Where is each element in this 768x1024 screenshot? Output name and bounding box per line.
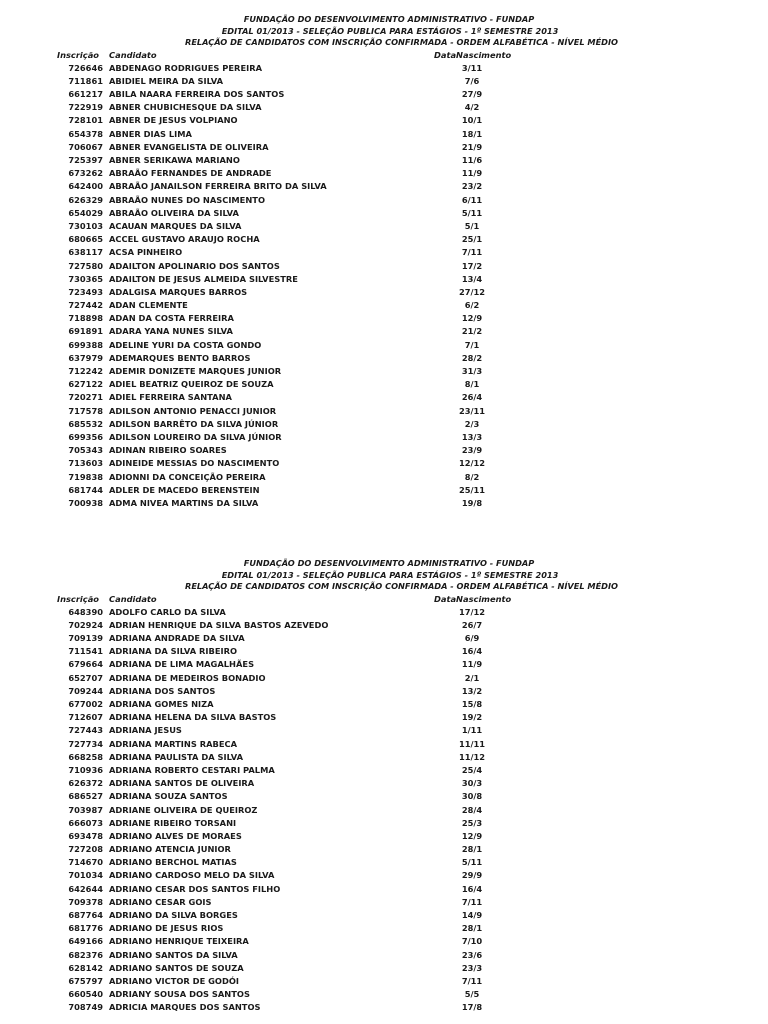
table-row [0,738,768,751]
inscricao-cell: 628142 [68,962,103,973]
candidate-name-cell: ADRIANO DA SILVA BORGES [109,910,238,920]
candidate-name-cell: ADRIANO ATENCIA JUNIOR [109,844,231,855]
table-row [0,273,768,286]
inscricao-cell: 730365 [68,273,103,284]
table-row [0,632,768,645]
inscricao-cell: 652707 [68,672,103,683]
inscricao-cell: 685532 [68,418,103,429]
table-row [0,220,768,233]
table-row [0,365,768,378]
table-row [0,777,768,790]
inscricao-cell: 727208 [68,844,103,855]
candidate-name-cell: ADRIANO SANTOS DE SOUZA [109,962,244,973]
birth-date-cell: 21/9 [461,141,483,152]
table-row [0,658,768,671]
document-header [0,14,768,49]
birth-date-cell: 6/11 [461,194,483,205]
inscricao-cell: 693478 [68,830,103,841]
birth-date-cell: 6/2 [464,300,480,311]
table-row [0,497,768,510]
inscricao-cell: 712242 [68,366,103,376]
candidate-name-cell: ADRIANA SANTOS DE OLIVEIRA [109,778,255,789]
candidate-name-cell: ADRIANO ALVES DE MORAES [109,830,242,841]
candidate-name-cell: ADRIANA GOMES NIZA [109,699,214,709]
birth-date-cell: 23/9 [461,445,483,456]
candidate-name-cell: ABRAÃO NUNES DO NASCIMENTO [109,194,266,205]
inscricao-cell: 719838 [68,471,103,482]
table-row [0,114,768,127]
table-row [0,141,768,154]
birth-date-cell: 5/5 [464,989,480,1000]
birth-date-cell: 11/6 [461,155,483,165]
table-row [0,325,768,338]
candidate-name-cell: ADRIANO DE JESUS RIOS [109,923,224,934]
birth-date-cell: 2/3 [464,418,480,429]
table-row [0,724,768,737]
birth-date-cell: 5/11 [461,207,483,218]
birth-date-cell: 23/6 [461,949,483,960]
table-row [0,764,768,777]
table-row [0,128,768,141]
birth-date-cell: 7/10 [461,936,483,947]
candidate-name-cell: ADELINE YURI DA COSTA GONDO [109,339,262,350]
table-row [0,391,768,404]
birth-date-cell: 28/2 [461,352,483,363]
candidate-name-cell: ADRIANA ROBERTO CESTARI PALMA [109,764,275,775]
table-row [0,619,768,632]
table-row [0,896,768,909]
inscricao-cell: 728101 [68,115,103,126]
candidate-name-cell: ADRIAN HENRIQUE DA SILVA BASTOS AZEVEDO [109,619,329,630]
inscricao-cell: 642400 [68,181,103,192]
inscricao-cell: 726646 [68,62,103,73]
candidate-name-cell: ADLER DE MACEDO BERENSTEIN [109,484,260,495]
table-row [0,312,768,325]
inscricao-cell: 713603 [68,458,103,469]
inscricao-cell: 712607 [68,712,103,723]
candidate-name-cell: ADRIANO CARDOSO MELO DA SILVA [109,870,275,881]
inscricao-cell: 702924 [68,619,103,630]
candidate-name-cell: ADILSON BARRÊTO DA SILVA JÚNIOR [109,418,279,429]
candidate-name-cell: ADRIANA HELENA DA SILVA BASTOS [109,712,277,723]
inscricao-cell: 648390 [68,606,103,617]
list-title: RELAÇÃO DE CANDIDATOS COM INSCRIÇÃO CONFIRMADA - ORDEM ALFABÉTICA - NÍVEL MÉDIO [185,581,618,591]
birth-date-cell: 29/9 [461,870,483,881]
table-row [0,843,768,856]
inscricao-cell: 714670 [68,857,103,868]
inscricao-cell: 727442 [68,300,103,311]
birth-date-cell: 23/11 [458,405,486,416]
candidate-rows [0,62,768,510]
candidate-name-cell: ADRIANA DE LIMA MAGALHÃES [109,659,255,670]
inscricao-cell: 686527 [68,791,103,802]
inscricao-cell: 717578 [68,405,103,416]
header-inscricao: Inscrição [56,593,99,604]
inscricao-cell: 709244 [68,685,103,696]
birth-date-cell: 28/1 [461,923,483,934]
birth-date-cell: 13/4 [461,273,483,284]
table-row [0,352,768,365]
birth-date-cell: 12/9 [461,830,483,841]
column-headers [0,593,768,606]
table-row [0,698,768,711]
birth-date-cell: 7/6 [464,75,480,86]
inscricao-cell: 637979 [68,352,103,363]
birth-date-cell: 8/2 [464,471,480,482]
inscricao-cell: 722919 [68,102,103,113]
birth-date-cell: 3/11 [461,62,483,73]
candidate-name-cell: ADAN DA COSTA FERREIRA [109,313,234,324]
inscricao-cell: 727580 [68,260,103,271]
inscricao-cell: 682376 [68,949,103,960]
candidate-name-cell: ACCEL GUSTAVO ARAUJO ROCHA [109,234,260,245]
candidate-name-cell: ADILSON ANTONIO PENACCI JUNIOR [109,405,277,416]
birth-date-cell: 2/1 [464,672,480,683]
inscricao-cell: 727443 [68,725,103,736]
header-data-nascimento: DataNascimento [434,593,512,604]
birth-date-cell: 19/8 [461,497,483,508]
candidate-name-cell: ADINAN RIBEIRO SOARES [109,445,227,456]
candidate-name-cell: ADRIANA PAULISTA DA SILVA [109,751,244,762]
inscricao-cell: 681776 [68,923,103,934]
table-row [0,405,768,418]
inscricao-cell: 677002 [68,699,103,709]
birth-date-cell: 19/2 [461,712,483,723]
birth-date-cell: 14/9 [461,910,483,920]
table-row [0,62,768,75]
birth-date-cell: 18/1 [461,128,483,139]
candidate-name-cell: ADRIANO VICTOR DE GODÓI [109,975,240,986]
header-inscricao: Inscrição [56,49,99,60]
birth-date-cell: 27/12 [458,286,486,297]
candidate-name-cell: ADIONNI DA CONCEIÇÃO PEREIRA [109,471,266,482]
table-row [0,988,768,1001]
candidate-name-cell: ADRIANA SOUZA SANTOS [109,791,228,802]
table-row [0,457,768,470]
list-title: RELAÇÃO DE CANDIDATOS COM INSCRIÇÃO CONFIRMADA - ORDEM ALFABÉTICA - NÍVEL MÉDIO [185,37,618,47]
inscricao-cell: 730103 [68,220,103,231]
birth-date-cell: 7/1 [464,339,480,350]
inscricao-cell: 711541 [68,646,103,657]
inscricao-cell: 706067 [68,141,103,152]
table-row [0,804,768,817]
birth-date-cell: 7/11 [461,247,483,258]
birth-date-cell: 5/1 [464,220,480,231]
inscricao-cell: 705343 [68,445,103,456]
table-row [0,233,768,246]
candidate-name-cell: ABRAÃO OLIVEIRA DA SILVA [109,207,239,218]
birth-date-cell: 8/1 [464,379,480,390]
table-row [0,672,768,685]
table-row [0,75,768,88]
inscricao-cell: 660540 [68,989,103,1000]
inscricao-cell: 642644 [68,883,103,894]
candidate-name-cell: ADIEL FERREIRA SANTANA [109,392,232,403]
birth-date-cell: 15/8 [461,699,483,709]
birth-date-cell: 25/1 [461,234,483,245]
edital-title: EDITAL 01/2013 - SELEÇÃO PUBLICA PARA ESTÁGIOS - 1º SEMESTRE 2013 [221,25,559,36]
candidate-name-cell: ADRIANE RIBEIRO TORSANI [109,817,237,828]
birth-date-cell: 7/11 [461,975,483,986]
inscricao-cell: 687764 [68,910,103,920]
birth-date-cell: 11/9 [461,168,483,179]
inscricao-cell: 668258 [68,751,103,762]
birth-date-cell: 23/2 [461,181,483,192]
candidate-rows [0,606,768,1015]
header-data-nascimento: DataNascimento [434,49,512,60]
inscricao-cell: 661217 [68,89,103,100]
table-row [0,286,768,299]
birth-date-cell: 12/12 [458,458,486,469]
candidate-name-cell: ADRIANO CESAR GOIS [109,896,212,907]
candidate-name-cell: ADILSON LOUREIRO DA SILVA JÚNIOR [109,431,282,442]
inscricao-cell: 654029 [68,207,103,218]
table-row [0,180,768,193]
inscricao-cell: 673262 [68,168,103,179]
table-row [0,88,768,101]
table-row [0,975,768,988]
table-row [0,101,768,114]
birth-date-cell: 11/12 [458,751,486,762]
birth-date-cell: 23/3 [461,962,483,973]
table-row [0,830,768,843]
table-row [0,909,768,922]
table-row [0,194,768,207]
table-row [0,1001,768,1014]
table-row [0,962,768,975]
table-row [0,935,768,948]
birth-date-cell: 26/7 [461,619,483,630]
inscricao-cell: 725397 [68,155,103,165]
inscricao-cell: 718898 [68,313,103,324]
candidate-name-cell: ADRICIA MARQUES DOS SANTOS [109,1002,261,1013]
table-row [0,167,768,180]
inscricao-cell: 703987 [68,804,103,815]
table-row [0,471,768,484]
candidate-name-cell: ADOLFO CARLO DA SILVA [109,606,226,617]
header-candidato: Candidato [109,49,157,60]
birth-date-cell: 4/2 [464,102,480,113]
candidate-name-cell: ABILA NAARA FERREIRA DOS SANTOS [109,89,285,100]
birth-date-cell: 21/2 [461,326,483,337]
candidate-name-cell: ADRIANO CESAR DOS SANTOS FILHO [109,883,281,894]
inscricao-cell: 700938 [68,497,103,508]
candidate-name-cell: ABNER SERIKAWA MARIANO [109,155,240,165]
birth-date-cell: 17/12 [458,606,486,617]
candidate-name-cell: ADRIANO HENRIQUE TEIXEIRA [109,936,249,947]
table-row [0,418,768,431]
birth-date-cell: 7/11 [461,896,483,907]
candidate-name-cell: ADMA NIVEA MARTINS DA SILVA [109,497,259,508]
birth-date-cell: 30/8 [461,791,483,802]
inscricao-cell: 666073 [68,817,103,828]
table-row [0,299,768,312]
candidate-name-cell: ACSA PINHEIRO [109,247,183,258]
birth-date-cell: 25/4 [461,764,483,775]
table-row [0,645,768,658]
table-row [0,922,768,935]
inscricao-cell: 699356 [68,431,103,442]
inscricao-cell: 691891 [68,326,103,337]
table-row [0,790,768,803]
candidate-name-cell: ADRIANA DE MEDEIROS BONADIO [109,672,266,683]
birth-date-cell: 5/11 [461,857,483,868]
header-candidato: Candidato [109,593,157,604]
candidate-name-cell: ADRIANO BERCHOL MATIAS [109,857,237,868]
inscricao-cell: 727734 [68,738,103,749]
birth-date-cell: 28/1 [461,844,483,855]
table-row [0,431,768,444]
inscricao-cell: 638117 [68,247,103,258]
table-row [0,378,768,391]
table-row [0,339,768,352]
column-headers [0,49,768,62]
table-row [0,751,768,764]
inscricao-cell: 709378 [68,896,103,907]
organization-title: FUNDAÇÃO DO DESENVOLVIMENTO ADMINISTRATIVO - FUNDAP [243,558,535,568]
candidate-name-cell: ADRIANA JESUS [109,725,182,736]
candidate-name-cell: ADINEIDE MESSIAS DO NASCIMENTO [109,458,280,469]
inscricao-cell: 711861 [68,75,103,86]
candidate-name-cell: ADEMIR DONIZETE MARQUES JUNIOR [109,366,282,376]
table-row [0,817,768,830]
table-row [0,484,768,497]
candidate-name-cell: ACAUAN MARQUES DA SILVA [109,220,242,231]
candidate-name-cell: ADRIANA MARTINS RABECA [109,738,238,749]
candidate-name-cell: ABNER DE JESUS VOLPIANO [109,115,238,126]
birth-date-cell: 16/4 [461,646,483,657]
inscricao-cell: 649166 [68,936,103,947]
birth-date-cell: 28/4 [461,804,483,815]
candidate-name-cell: ADEMARQUES BENTO BARROS [109,352,251,363]
birth-date-cell: 31/3 [461,366,483,376]
inscricao-cell: 626372 [68,778,103,789]
table-row [0,444,768,457]
inscricao-cell: 701034 [68,870,103,881]
birth-date-cell: 13/2 [461,685,483,696]
birth-date-cell: 11/11 [458,738,486,749]
birth-date-cell: 27/9 [461,89,483,100]
table-row [0,154,768,167]
birth-date-cell: 25/3 [461,817,483,828]
candidate-name-cell: ADIEL BEATRIZ QUEIROZ DE SOUZA [109,379,274,390]
document-header [0,558,768,593]
inscricao-cell: 710936 [68,764,103,775]
table-row [0,246,768,259]
candidate-name-cell: ADARA YANA NUNES SILVA [109,326,233,337]
candidate-name-cell: ADRIANO SANTOS DA SILVA [109,949,238,960]
table-row [0,869,768,882]
candidate-list-section-1 [0,14,768,510]
candidate-name-cell: ADRIANE OLIVEIRA DE QUEIROZ [109,804,258,815]
candidate-name-cell: ADRIANY SOUSA DOS SANTOS [109,989,250,1000]
inscricao-cell: 680665 [68,234,103,245]
table-row [0,711,768,724]
candidate-name-cell: ABRAÃO JANAILSON FERREIRA BRITO DA SILVA [109,181,327,192]
candidate-name-cell: ABRAÃO FERNANDES DE ANDRADE [109,168,272,179]
birth-date-cell: 17/8 [461,1002,483,1013]
inscricao-cell: 709139 [68,633,103,644]
table-row [0,856,768,869]
inscricao-cell: 681744 [68,484,103,495]
birth-date-cell: 6/9 [464,633,480,644]
table-row [0,260,768,273]
table-row [0,685,768,698]
birth-date-cell: 1/11 [461,725,483,736]
candidate-name-cell: ABDENAGO RODRIGUES PEREIRA [109,62,263,73]
birth-date-cell: 11/9 [461,659,483,670]
table-row [0,207,768,220]
birth-date-cell: 12/9 [461,313,483,324]
inscricao-cell: 654378 [68,128,103,139]
inscricao-cell: 679664 [68,659,103,670]
organization-title: FUNDAÇÃO DO DESENVOLVIMENTO ADMINISTRATIVO - FUNDAP [243,14,535,24]
candidate-name-cell: ADAN CLEMENTE [109,300,188,311]
birth-date-cell: 10/1 [461,115,483,126]
edital-title: EDITAL 01/2013 - SELEÇÃO PUBLICA PARA ESTÁGIOS - 1º SEMESTRE 2013 [221,569,559,580]
table-row [0,949,768,962]
birth-date-cell: 25/11 [458,484,486,495]
candidate-name-cell: ABIDIEL MEIRA DA SILVA [109,75,224,86]
birth-date-cell: 16/4 [461,883,483,894]
inscricao-cell: 723493 [68,286,103,297]
candidate-name-cell: ABNER DIAS LIMA [109,128,192,139]
inscricao-cell: 627122 [68,379,103,390]
candidate-name-cell: ADRIANA DA SILVA RIBEIRO [109,646,238,657]
table-row [0,606,768,619]
birth-date-cell: 26/4 [461,392,483,403]
inscricao-cell: 699388 [68,339,103,350]
inscricao-cell: 708749 [68,1002,103,1013]
candidate-name-cell: ADALGISA MARQUES BARROS [109,286,248,297]
birth-date-cell: 17/2 [461,260,483,271]
birth-date-cell: 30/3 [461,778,483,789]
candidate-name-cell: ADRIANA DOS SANTOS [109,685,216,696]
inscricao-cell: 675797 [68,975,103,986]
candidate-name-cell: ABNER EVANGELISTA DE OLIVEIRA [109,141,269,152]
candidate-name-cell: ADAILTON APOLINARIO DOS SANTOS [109,260,280,271]
candidate-name-cell: ADRIANA ANDRADE DA SILVA [109,633,245,644]
inscricao-cell: 626329 [68,194,103,205]
candidate-name-cell: ABNER CHUBICHESQUE DA SILVA [109,102,262,113]
candidate-list-section-2 [0,558,768,1015]
inscricao-cell: 720271 [68,392,103,403]
table-row [0,883,768,896]
candidate-name-cell: ADAILTON DE JESUS ALMEIDA SILVESTRE [109,273,298,284]
birth-date-cell: 13/3 [461,431,483,442]
